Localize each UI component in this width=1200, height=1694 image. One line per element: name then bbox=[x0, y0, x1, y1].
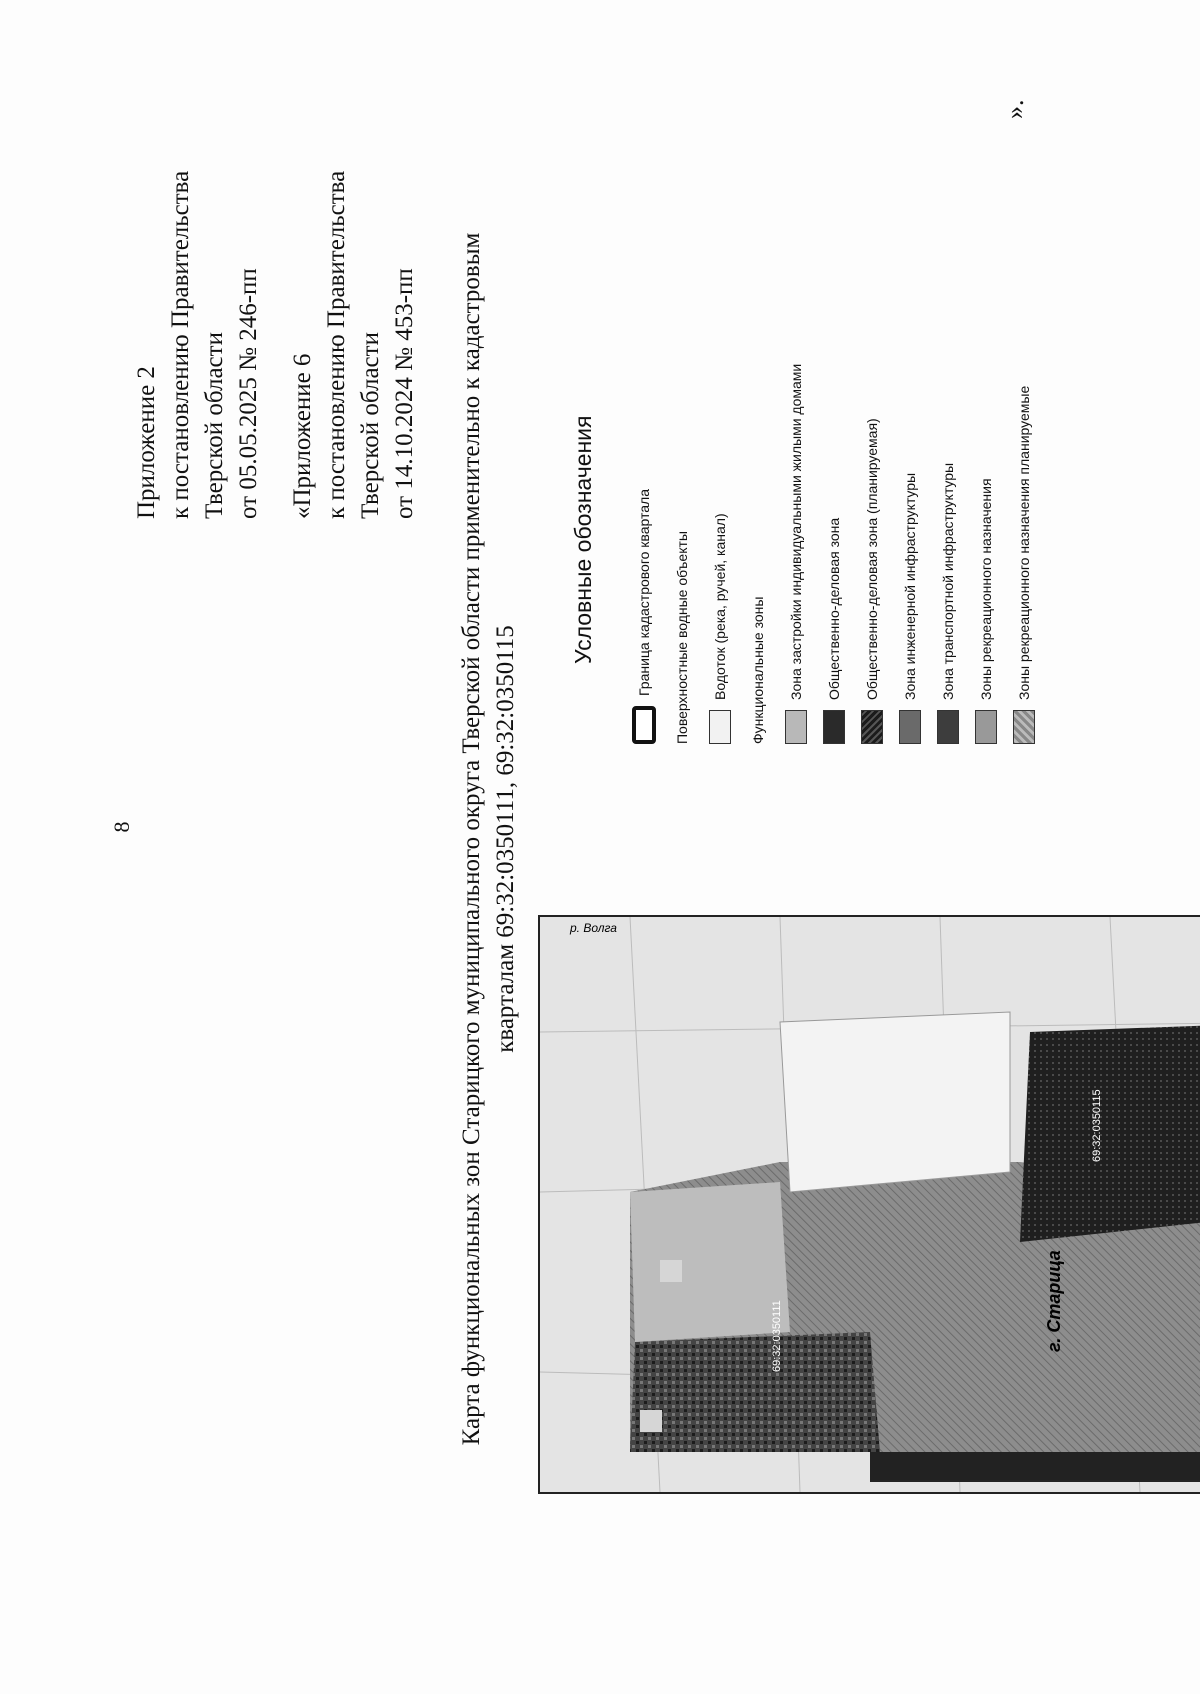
legend-label: Функциональные зоны bbox=[750, 596, 766, 744]
legend-item bbox=[891, 124, 929, 744]
planned-business-zone bbox=[1020, 1022, 1200, 1242]
legend-item bbox=[815, 124, 853, 744]
business-swatch-icon bbox=[823, 710, 845, 744]
legend-item bbox=[967, 124, 1005, 744]
annex-current-line: к постановлению Правительства bbox=[167, 170, 194, 519]
annex-current-line: от 05.05.2025 № 246-пп bbox=[235, 268, 262, 519]
residential-swatch-icon bbox=[785, 710, 807, 744]
legend-label: Зоны рекреационного назначения bbox=[978, 478, 994, 700]
annex-amended-line: «Приложение 6 bbox=[289, 353, 316, 519]
legend-label: Водоток (река, ручей, канал) bbox=[712, 513, 728, 700]
map-title-line: Карта функциональных зон Старицкого муниципального округа Тверской области применительно к кадастровым bbox=[458, 232, 485, 1446]
annex-amended-line: Тверской области bbox=[357, 332, 384, 519]
legend-label: Общественно-деловая зона bbox=[826, 517, 842, 700]
annex-amended bbox=[286, 79, 422, 519]
legend-item bbox=[701, 124, 739, 744]
map-svg bbox=[540, 917, 1200, 1492]
urban-block bbox=[780, 1012, 1010, 1192]
legend-item bbox=[1005, 124, 1043, 744]
boundary-swatch-icon bbox=[632, 706, 656, 744]
annex-current bbox=[130, 79, 266, 519]
page-number: 8 bbox=[109, 821, 134, 833]
map-image bbox=[538, 915, 1200, 1494]
legend-label: Зона транспортной инфраструктуры bbox=[940, 462, 956, 700]
transport-swatch-icon bbox=[937, 710, 959, 744]
quarter-boundary bbox=[870, 1452, 1200, 1482]
legend-heading bbox=[663, 124, 701, 744]
legend-item bbox=[853, 124, 891, 744]
legend bbox=[570, 124, 1043, 744]
closing-mark: ». bbox=[1000, 99, 1029, 119]
annex-amended-line: к постановлению Правительства bbox=[323, 170, 350, 519]
map-title-line: кварталам 69:32:0350111, 69:32:0350115 bbox=[492, 625, 519, 1053]
recreation-swatch-icon bbox=[975, 710, 997, 744]
annex-current-line: Приложение 2 bbox=[133, 366, 160, 519]
business-planned-swatch-icon bbox=[861, 710, 883, 744]
map-square bbox=[660, 1260, 682, 1282]
legend-label: Граница кадастрового квартала bbox=[636, 489, 652, 696]
business-zone bbox=[630, 1332, 880, 1452]
quarter-b-label: 69:32:0350115 bbox=[1091, 1089, 1103, 1162]
annex-current-line: Тверской области bbox=[201, 332, 228, 519]
river-label: р. Волга bbox=[570, 921, 617, 935]
legend-label: Поверхностные водные объекты bbox=[674, 531, 690, 744]
recreation-planned-swatch-icon bbox=[1013, 710, 1035, 744]
legend-item bbox=[625, 124, 663, 744]
legend-label: Зона застройки индивидуальными жилыми домами bbox=[788, 363, 804, 700]
legend-title: Условные обозначения bbox=[570, 415, 596, 664]
legend-label: Зоны рекреационного назначения планируемые bbox=[1016, 385, 1032, 700]
quarter-a-label: 69:32:0350111 bbox=[771, 1300, 783, 1372]
legend-heading bbox=[739, 124, 777, 744]
residential-zone bbox=[630, 1182, 790, 1342]
water-swatch-icon bbox=[709, 710, 731, 744]
legend-item bbox=[777, 124, 815, 744]
engineering-swatch-icon bbox=[899, 710, 921, 744]
legend-label: Общественно-деловая зона (планируемая) bbox=[864, 418, 880, 700]
legend-label: Зона инженерной инфраструктуры bbox=[902, 472, 918, 700]
map-title bbox=[455, 144, 523, 1534]
annex-amended-line: от 14.10.2024 № 453-пп bbox=[391, 268, 418, 519]
legend-item bbox=[929, 124, 967, 744]
city-label: г. Старица bbox=[1044, 1250, 1064, 1352]
annex-block bbox=[130, 79, 442, 519]
map-square bbox=[640, 1410, 662, 1432]
